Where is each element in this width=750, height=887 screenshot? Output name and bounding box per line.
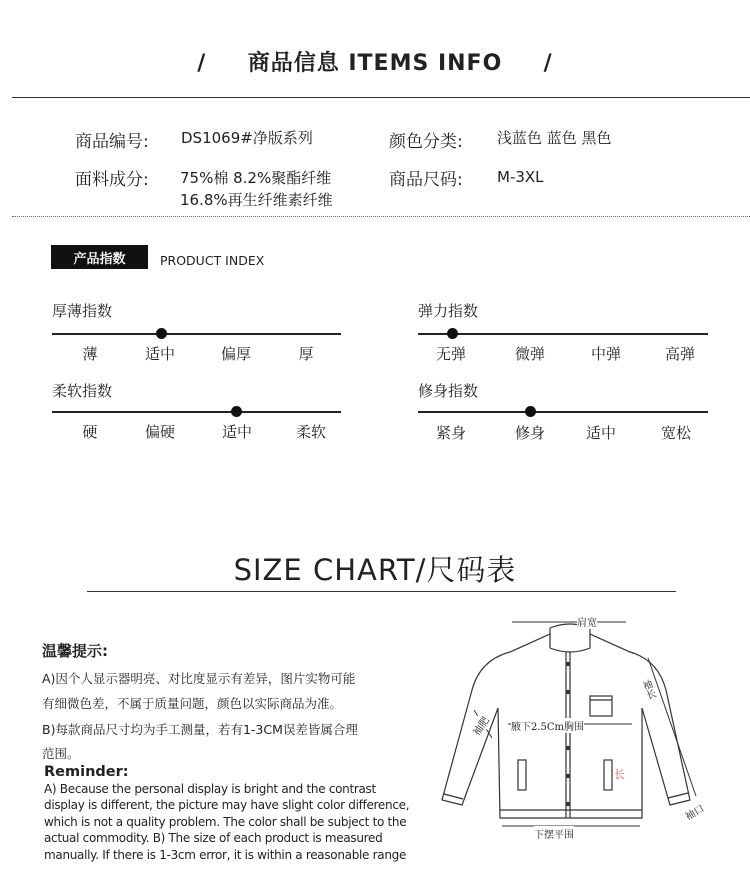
section-title-items-info	[0, 46, 750, 77]
notice-heading: 温馨提示:	[42, 642, 108, 660]
notice-line: 有细微色差，不属于质量问题，颜色以实际商品为准。	[42, 696, 343, 711]
title-slash-left: /	[197, 51, 207, 76]
title-slash-right: /	[543, 51, 553, 76]
jacket-label-chest: 腋下2.5Cm胸围	[511, 718, 584, 733]
scale-tick: 中弹	[590, 345, 621, 363]
notice-line: 范围。	[42, 746, 80, 761]
code-value: DS1069#净版系列	[181, 129, 313, 147]
title-text: 商品信息 ITEMS INFO	[247, 51, 503, 76]
jacket-side-pocket	[518, 760, 526, 790]
scale-marker-fit	[525, 406, 536, 417]
jacket-label-hem: 下摆平围	[534, 826, 574, 841]
notice-line: B)每款商品尺寸均为手工测量，若有1-3CM误差皆属合理	[42, 722, 358, 737]
fabric-line-1: 75%棉 8.2%聚酯纤维	[180, 169, 332, 187]
scale-tick: 修身	[514, 424, 545, 442]
code-label: 商品编号:	[75, 132, 149, 152]
reminder-line: A) Because the personal display is bright and the contrast	[44, 782, 376, 796]
scale-tick: 微弹	[514, 345, 545, 363]
scale-tick: 厚	[298, 345, 314, 363]
scale-title-softness: 柔软指数	[52, 382, 113, 400]
product-index-badge: 产品指数	[51, 245, 148, 269]
color-label: 颜色分类:	[389, 132, 463, 152]
fabric-line-2: 16.8%再生纤维素纤维	[180, 191, 333, 209]
scale-tick: 薄	[82, 345, 98, 363]
jacket-label-shoulder: 肩宽	[577, 614, 597, 629]
jacket-side-pocket	[604, 760, 612, 790]
scale-tick: 柔软	[295, 423, 326, 441]
size-chart-divider	[87, 591, 676, 592]
scale-marker-thickness	[156, 328, 167, 339]
reminder-line: actual commodity. B) The size of each product is measured	[44, 831, 383, 845]
scale-tick: 适中	[221, 423, 252, 441]
fabric-label: 面料成分:	[75, 170, 149, 190]
scale-tick: 偏厚	[220, 345, 251, 363]
scale-title-thickness: 厚薄指数	[52, 302, 113, 320]
size-value: M-3XL	[497, 168, 544, 186]
scale-tick: 无弹	[435, 345, 466, 363]
jacket-label-cuff: 袖口	[682, 800, 707, 823]
scale-marker-elasticity	[447, 328, 458, 339]
jacket-label-arm: 袖肥	[468, 713, 492, 738]
scale-line-fit	[418, 411, 708, 413]
scale-tick: 硬	[82, 423, 98, 441]
scale-marker-softness	[231, 406, 242, 417]
size-label: 商品尺码:	[389, 170, 463, 190]
scale-tick: 紧身	[435, 424, 466, 442]
scale-line-softness	[52, 411, 341, 413]
scale-line-elasticity	[418, 333, 708, 335]
scale-tick: 适中	[585, 424, 616, 442]
product-index-subtitle: PRODUCT INDEX	[160, 253, 265, 268]
jacket-length-mark: 长	[614, 769, 625, 781]
reminder-line: manually. If there is 1-3cm error, it is within a reasonable range	[44, 848, 407, 862]
scale-tick: 高弹	[664, 345, 695, 363]
jacket-label-sleeve: 袖长	[638, 678, 657, 702]
jacket-pocket	[590, 696, 612, 716]
scale-tick: 偏硬	[144, 423, 175, 441]
reminder-heading: Reminder:	[44, 764, 129, 780]
reminder-line: which is not a quality problem. The color shall be subject to the	[44, 815, 407, 829]
info-divider-dotted	[12, 216, 750, 217]
header-divider	[12, 97, 750, 98]
scale-tick: 适中	[144, 345, 175, 363]
reminder-line: display is different, the picture may have slight color difference,	[44, 798, 410, 812]
scale-title-elasticity: 弹力指数	[418, 302, 479, 320]
scale-tick: 宽松	[660, 424, 691, 442]
scale-title-fit: 修身指数	[418, 382, 479, 400]
size-chart-title: SIZE CHART/尺码表	[233, 553, 517, 587]
scale-line-thickness	[52, 333, 341, 335]
color-value: 浅蓝色 蓝色 黑色	[497, 129, 612, 147]
notice-line: A)因个人显示器明亮、对比度显示有差异，图片实物可能	[42, 671, 356, 686]
